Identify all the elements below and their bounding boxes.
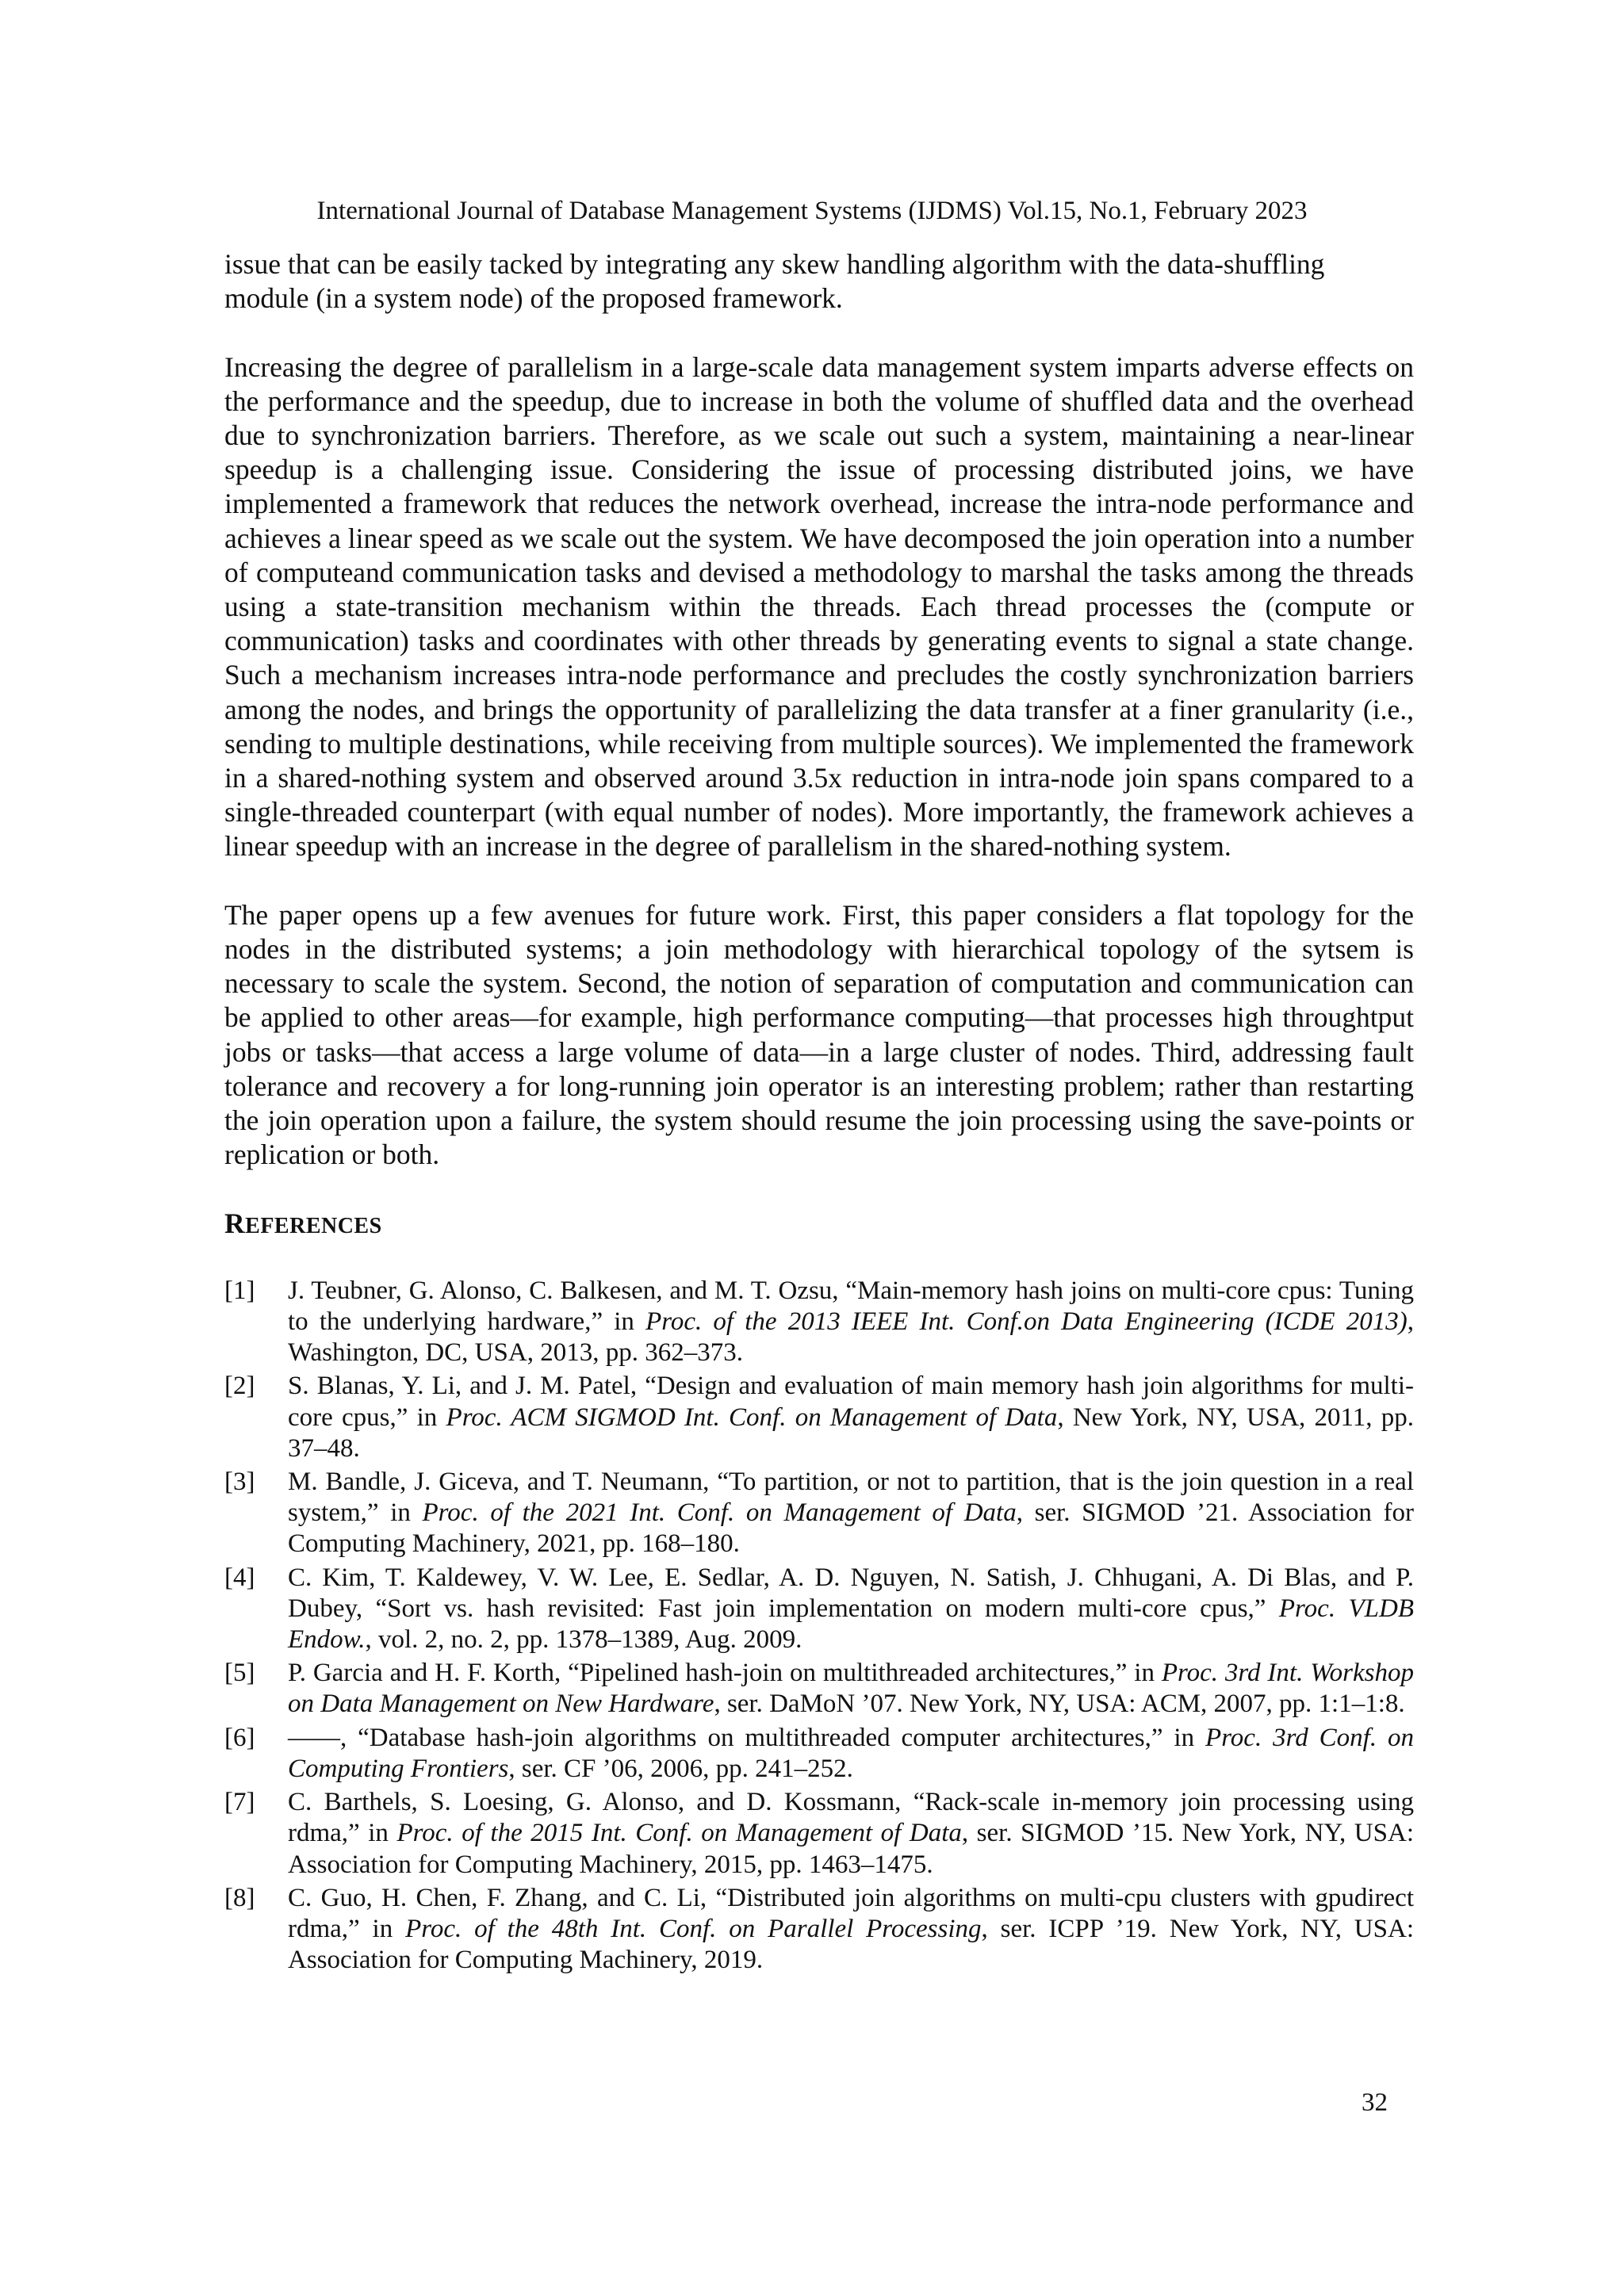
reference-text: C. Guo, H. Chen, F. Zhang, and C. Li, “Distributed join algorithms on multi-cpu clusters with gpudirect rdma,” in Proc. of the 48th Int. Conf. on Parallel Processing, ser. ICPP ’19. New York, NY, USA: Association for Computing Machinery, 2019.: [288, 1883, 1414, 1975]
page-number: 32: [1362, 2088, 1388, 2117]
reference-item: [224, 1276, 1414, 1369]
reference-venue: Proc. 3rd Conf. on Computing Frontiers: [288, 1723, 1414, 1783]
reference-item: [224, 1467, 1414, 1560]
page-body: [224, 247, 1414, 1978]
reference-text: C. Barthels, S. Loesing, G. Alonso, and D. Kossmann, “Rack-scale in-memory join processing using rdma,” in Proc. of the 2015 Int. Conf. on Management of Data, ser. SIGMOD ’15. New York, NY, USA: Association for Computing Machinery, 2015, pp. 1463–1475.: [288, 1788, 1414, 1879]
reference-number: [1]: [224, 1276, 255, 1305]
reference-text: M. Bandle, J. Giceva, and T. Neumann, “To partition, or not to partition, that is the join question in a real system,” in Proc. of the 2021 Int. Conf. on Management of Data, ser. SIGMOD ’21. Association for Computing Machinery, 2021, pp. 168–180.: [288, 1468, 1414, 1559]
reference-venue: Proc. of the 48th Int. Conf. on Parallel Processing: [405, 1914, 982, 1943]
references-heading-initial: R: [224, 1207, 246, 1239]
reference-item: [224, 1658, 1414, 1720]
reference-text: P. Garcia and H. F. Korth, “Pipelined hash-join on multithreaded architectures,” in Proc. 3rd Int. Workshop on Data Management on New Hardware, ser. DaMoN ’07. New York, NY, USA: ACM, 2007, pp. 1:1–1:8.: [288, 1659, 1414, 1719]
paragraph-future-work: The paper opens up a few avenues for future work. First, this paper considers a flat topology for the nodes in the distributed systems; a join methodology with hierarchical topology of the sytsem is necessary to scale the system. Second, the notion of separation of computation and communication can be applied to other areas—for example, high performance computing—that processes high throughtput jobs or tasks—that access a large volume of data—in a large cluster of nodes. Third, addressing fault tolerance and recovery a for long-running join operator is an interesting problem; rather than restarting the join operation upon a failure, the system should resume the join processing using the save-points or replication or both.: [224, 898, 1414, 1171]
reference-number: [3]: [224, 1468, 255, 1497]
reference-venue: Proc. of the 2021 Int. Conf. on Management of Data: [422, 1498, 1017, 1528]
reference-number: [5]: [224, 1659, 255, 1688]
references-heading: [224, 1207, 1414, 1243]
reference-text: C. Kim, T. Kaldewey, V. W. Lee, E. Sedlar, A. D. Nguyen, N. Satish, J. Chhugani, A. Di Blas, and P. Dubey, “Sort vs. hash revisited: Fast join implementation on modern multi-core cpus,” Proc. VLDB Endow., vol. 2, no. 2, pp. 1378–1389, Aug. 2009.: [288, 1563, 1414, 1655]
reference-venue: Proc. ACM SIGMOD Int. Conf. on Management of Data: [446, 1402, 1058, 1432]
reference-number: [7]: [224, 1788, 255, 1817]
reference-number: [8]: [224, 1883, 255, 1912]
reference-text: J. Teubner, G. Alonso, C. Balkesen, and M. T. Ozsu, “Main-memory hash joins on multi-core cpus: Tuning to the underlying hardware,” in Proc. of the 2013 IEEE Int. Conf.on Data Engineering (ICDE 2013), Washington, DC, USA, 2013, pp. 362–373.: [288, 1276, 1414, 1368]
reference-venue: Proc. 3rd Int. Workshop on Data Management on New Hardware: [288, 1659, 1414, 1719]
reference-venue: Proc. of the 2013 IEEE Int. Conf.on Data Engineering (ICDE 2013): [645, 1307, 1408, 1337]
reference-number: [2]: [224, 1372, 255, 1401]
reference-list: [224, 1276, 1414, 1976]
reference-item: [224, 1563, 1414, 1656]
reference-number: [6]: [224, 1723, 255, 1752]
reference-venue: Proc. of the 2015 Int. Conf. on Management of Data: [396, 1819, 962, 1848]
reference-item: [224, 1723, 1414, 1785]
paragraph-continuation: issue that can be easily tacked by integrating any skew handling algorithm with the data-shuffling module (in a system node) of the proposed framework.: [224, 248, 1325, 315]
reference-item: [224, 1371, 1414, 1464]
reference-text: ——, “Database hash-join algorithms on multithreaded computer architectures,” in Proc. 3rd Conf. on Computing Frontiers, ser. CF ’06, 2006, pp. 241–252.: [288, 1723, 1414, 1783]
reference-item: [224, 1883, 1414, 1976]
reference-number: [4]: [224, 1563, 255, 1592]
reference-text: S. Blanas, Y. Li, and J. M. Patel, “Design and evaluation of main memory hash join algorithms for multi-core cpus,” in Proc. ACM SIGMOD Int. Conf. on Management of Data, New York, NY, USA, 2011, pp. 37–48.: [288, 1372, 1415, 1463]
running-header: International Journal of Database Management Systems (IJDMS) Vol.15, No.1, February 2023: [316, 197, 1308, 225]
reference-venue: Proc. VLDB Endow.: [288, 1594, 1414, 1655]
paragraph-summary: Increasing the degree of parallelism in a large-scale data management system imparts adverse effects on the performance and the speedup, due to increase in both the volume of shuffled data and the overhead due to synchronization barriers. Therefore, as we scale out such a system, maintaining a near-linear speedup is a challenging issue. Considering the issue of processing distributed joins, we have implemented a framework that reduces the network overhead, increase the intra-node performance and achieves a linear speed as we scale out the system. We have decomposed the join operation into a number of computeand communication tasks and devised a methodology to marshal the tasks among the threads using a state-transition mechanism within the threads. Each thread processes the (compute or communication) tasks and coordinates with other threads by generating events to signal a state change. Such a mechanism increases intra-node performance and precludes the costly synchronization barriers among the nodes, and brings the opportunity of parallelizing the data transfer at a finer granularity (i.e., sending to multiple destinations, while receiving from multiple sources). We implemented the framework in a shared-nothing system and observed around 3.5x reduction in intra-node join spans compared to a single-threaded counterpart (with equal number of nodes). More importantly, the framework achieves a linear speedup with an increase in the degree of parallelism in the shared-nothing system.: [224, 350, 1414, 863]
reference-item: [224, 1787, 1414, 1881]
references-heading-rest: EFERENCES: [245, 1213, 382, 1238]
